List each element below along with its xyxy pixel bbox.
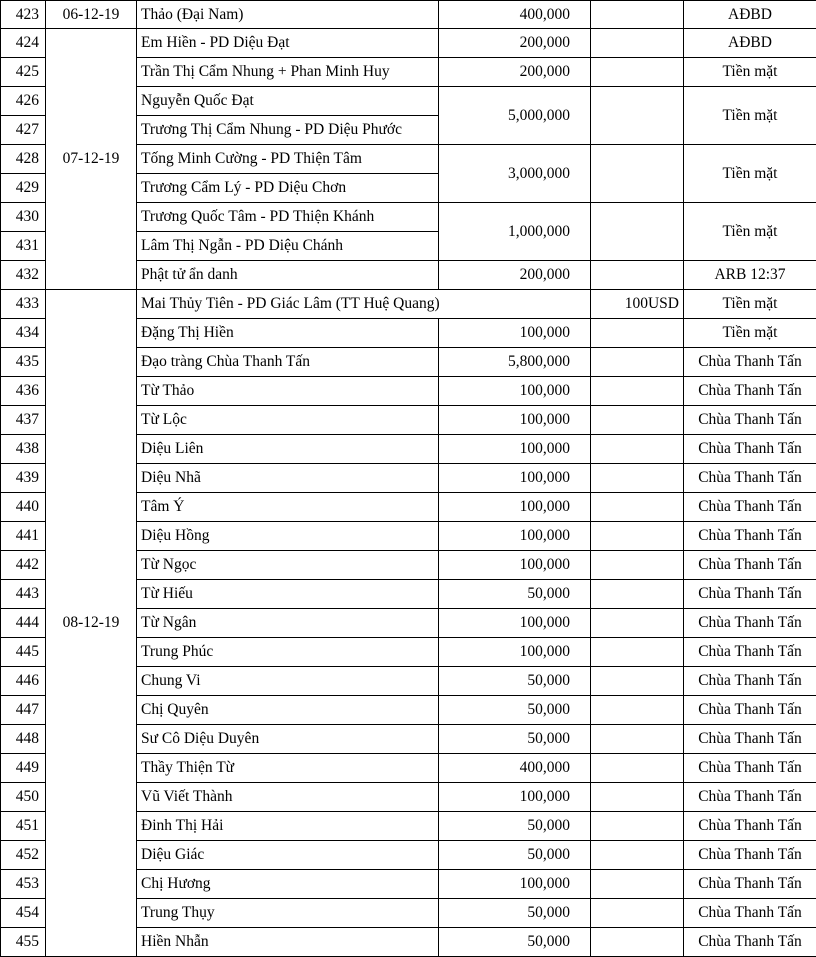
- usd-cell: [591, 609, 684, 638]
- payment-note: ARB 12:37: [684, 261, 816, 290]
- row-number: 436: [1, 377, 46, 406]
- usd-cell: [591, 29, 684, 58]
- row-number: 435: [1, 348, 46, 377]
- donor-name: Trung Thụy: [137, 899, 439, 928]
- payment-note: Tiền mặt: [684, 203, 816, 261]
- row-number: 437: [1, 406, 46, 435]
- donor-name: Đinh Thị Hải: [137, 812, 439, 841]
- usd-cell: [591, 348, 684, 377]
- donor-name: Em Hiền - PD Diệu Đạt: [137, 29, 439, 58]
- amount-cell: 50,000: [439, 696, 591, 725]
- usd-cell: [591, 261, 684, 290]
- usd-cell: [591, 841, 684, 870]
- payment-note: Chùa Thanh Tấn: [684, 493, 816, 522]
- amount-cell: 400,000: [439, 1, 591, 29]
- amount-cell: [439, 290, 591, 319]
- donor-name: Trương Thị Cẩm Nhung - PD Diệu Phước: [137, 116, 439, 145]
- usd-cell: [591, 899, 684, 928]
- row-number: 446: [1, 667, 46, 696]
- amount-cell: 200,000: [439, 58, 591, 87]
- amount-cell: 50,000: [439, 899, 591, 928]
- donor-name: Từ Lộc: [137, 406, 439, 435]
- usd-cell: [591, 783, 684, 812]
- donor-name: Vũ Viết Thành: [137, 783, 439, 812]
- donor-name: Đạo tràng Chùa Thanh Tấn: [137, 348, 439, 377]
- payment-note: Chùa Thanh Tấn: [684, 928, 816, 957]
- row-number: 455: [1, 928, 46, 957]
- usd-cell: [591, 696, 684, 725]
- row-number: 447: [1, 696, 46, 725]
- amount-cell: 100,000: [439, 638, 591, 667]
- payment-note: Chùa Thanh Tấn: [684, 435, 816, 464]
- donor-name: Diệu Giác: [137, 841, 439, 870]
- amount-cell: 200,000: [439, 29, 591, 58]
- date-cell: 06-12-19: [46, 1, 137, 29]
- row-number: 438: [1, 435, 46, 464]
- row-number: 453: [1, 870, 46, 899]
- payment-note: Tiền mặt: [684, 87, 816, 145]
- payment-note: Chùa Thanh Tấn: [684, 638, 816, 667]
- amount-cell: 100,000: [439, 406, 591, 435]
- amount-cell: 100,000: [439, 522, 591, 551]
- row-number: 452: [1, 841, 46, 870]
- row-number: 424: [1, 29, 46, 58]
- payment-note: Chùa Thanh Tấn: [684, 377, 816, 406]
- amount-cell: 50,000: [439, 812, 591, 841]
- payment-note: Chùa Thanh Tấn: [684, 812, 816, 841]
- amount-cell: 50,000: [439, 841, 591, 870]
- donor-name: Nguyễn Quốc Đạt: [137, 87, 439, 116]
- usd-cell: [591, 493, 684, 522]
- amount-cell: 100,000: [439, 870, 591, 899]
- row-number: 427: [1, 116, 46, 145]
- usd-cell: [591, 638, 684, 667]
- usd-cell: [591, 580, 684, 609]
- donor-name: Lâm Thị Ngẫn - PD Diệu Chánh: [137, 232, 439, 261]
- donor-name: Mai Thủy Tiên - PD Giác Lâm (TT Huệ Quang): [137, 290, 439, 319]
- payment-note: Chùa Thanh Tấn: [684, 464, 816, 493]
- row-number: 430: [1, 203, 46, 232]
- row-number: 431: [1, 232, 46, 261]
- row-number: 429: [1, 174, 46, 203]
- payment-note: Chùa Thanh Tấn: [684, 551, 816, 580]
- row-number: 451: [1, 812, 46, 841]
- usd-cell: [591, 551, 684, 580]
- amount-cell: 3,000,000: [439, 145, 591, 203]
- row-number: 440: [1, 493, 46, 522]
- amount-cell: 200,000: [439, 261, 591, 290]
- amount-cell: 50,000: [439, 580, 591, 609]
- usd-cell: [591, 522, 684, 551]
- usd-cell: [591, 58, 684, 87]
- donor-name: Chị Quyên: [137, 696, 439, 725]
- amount-cell: 100,000: [439, 609, 591, 638]
- donor-name: Trương Cẩm Lý - PD Diệu Chơn: [137, 174, 439, 203]
- amount-cell: 50,000: [439, 928, 591, 957]
- row-number: 449: [1, 754, 46, 783]
- donor-name: Diệu Liên: [137, 435, 439, 464]
- donor-name: Diệu Nhã: [137, 464, 439, 493]
- table-row: [1, 1, 816, 29]
- donor-name: Sư Cô Diệu Duyên: [137, 725, 439, 754]
- donor-name: Từ Hiếu: [137, 580, 439, 609]
- donor-name: Phật tử ẩn danh: [137, 261, 439, 290]
- usd-cell: [591, 667, 684, 696]
- payment-note: Chùa Thanh Tấn: [684, 899, 816, 928]
- usd-cell: [591, 812, 684, 841]
- donor-name: Trần Thị Cẩm Nhung + Phan Minh Huy: [137, 58, 439, 87]
- amount-cell: 1,000,000: [439, 203, 591, 261]
- payment-note: Tiền mặt: [684, 145, 816, 203]
- donor-name: Hiền Nhẫn: [137, 928, 439, 957]
- payment-note: Tiền mặt: [684, 58, 816, 87]
- table-row: [1, 29, 816, 58]
- amount-cell: 5,800,000: [439, 348, 591, 377]
- row-number: 434: [1, 319, 46, 348]
- amount-cell: 50,000: [439, 667, 591, 696]
- donor-name: Tống Minh Cường - PD Thiện Tâm: [137, 145, 439, 174]
- usd-cell: [591, 435, 684, 464]
- donor-name: Thảo (Đại Nam): [137, 1, 439, 29]
- usd-cell: [591, 145, 684, 203]
- payment-note: Tiền mặt: [684, 290, 816, 319]
- date-cell: 08-12-19: [46, 290, 137, 957]
- usd-cell: [591, 754, 684, 783]
- donor-name: Diệu Hồng: [137, 522, 439, 551]
- amount-cell: 100,000: [439, 551, 591, 580]
- payment-note: Chùa Thanh Tấn: [684, 841, 816, 870]
- payment-note: Chùa Thanh Tấn: [684, 754, 816, 783]
- payment-note: Chùa Thanh Tấn: [684, 725, 816, 754]
- usd-cell: [591, 1, 684, 29]
- usd-cell: [591, 203, 684, 261]
- row-number: 441: [1, 522, 46, 551]
- row-number: 442: [1, 551, 46, 580]
- row-number: 444: [1, 609, 46, 638]
- row-number: 450: [1, 783, 46, 812]
- amount-cell: 100,000: [439, 319, 591, 348]
- row-number: 433: [1, 290, 46, 319]
- usd-cell: [591, 406, 684, 435]
- payment-note: Chùa Thanh Tấn: [684, 348, 816, 377]
- amount-cell: 400,000: [439, 754, 591, 783]
- usd-cell: [591, 377, 684, 406]
- amount-cell: 100,000: [439, 493, 591, 522]
- donor-name: Trương Quốc Tâm - PD Thiện Khánh: [137, 203, 439, 232]
- row-number: 425: [1, 58, 46, 87]
- usd-cell: [591, 870, 684, 899]
- donor-name: Từ Ngân: [137, 609, 439, 638]
- usd-cell: [591, 464, 684, 493]
- row-number: 432: [1, 261, 46, 290]
- row-number: 428: [1, 145, 46, 174]
- donor-name: Trung Phúc: [137, 638, 439, 667]
- payment-note: Chùa Thanh Tấn: [684, 580, 816, 609]
- donor-name: Chung Vi: [137, 667, 439, 696]
- row-number: 448: [1, 725, 46, 754]
- row-number: 426: [1, 87, 46, 116]
- row-number: 439: [1, 464, 46, 493]
- amount-cell: 100,000: [439, 783, 591, 812]
- donor-name: Từ Ngọc: [137, 551, 439, 580]
- usd-cell: [591, 928, 684, 957]
- usd-cell: 100USD: [591, 290, 684, 319]
- usd-cell: [591, 319, 684, 348]
- payment-note: Chùa Thanh Tấn: [684, 522, 816, 551]
- payment-note: Chùa Thanh Tấn: [684, 609, 816, 638]
- date-cell: 07-12-19: [46, 29, 137, 290]
- payment-note: Chùa Thanh Tấn: [684, 696, 816, 725]
- table-row: [1, 290, 816, 319]
- amount-cell: 5,000,000: [439, 87, 591, 145]
- donor-name: Thầy Thiện Từ: [137, 754, 439, 783]
- payment-note: Chùa Thanh Tấn: [684, 406, 816, 435]
- payment-note: AĐBD: [684, 1, 816, 29]
- row-number: 445: [1, 638, 46, 667]
- payment-note: Chùa Thanh Tấn: [684, 870, 816, 899]
- amount-cell: 50,000: [439, 725, 591, 754]
- donor-name: Từ Thảo: [137, 377, 439, 406]
- payment-note: Tiền mặt: [684, 319, 816, 348]
- amount-cell: 100,000: [439, 464, 591, 493]
- row-number: 443: [1, 580, 46, 609]
- row-number: 423: [1, 1, 46, 29]
- usd-cell: [591, 725, 684, 754]
- payment-note: Chùa Thanh Tấn: [684, 667, 816, 696]
- donor-name: Chị Hương: [137, 870, 439, 899]
- row-number: 454: [1, 899, 46, 928]
- payment-note: AĐBD: [684, 29, 816, 58]
- amount-cell: 100,000: [439, 435, 591, 464]
- usd-cell: [591, 87, 684, 145]
- donor-name: Tâm Ý: [137, 493, 439, 522]
- donor-name: Đặng Thị Hiền: [137, 319, 439, 348]
- amount-cell: 100,000: [439, 377, 591, 406]
- payment-note: Chùa Thanh Tấn: [684, 783, 816, 812]
